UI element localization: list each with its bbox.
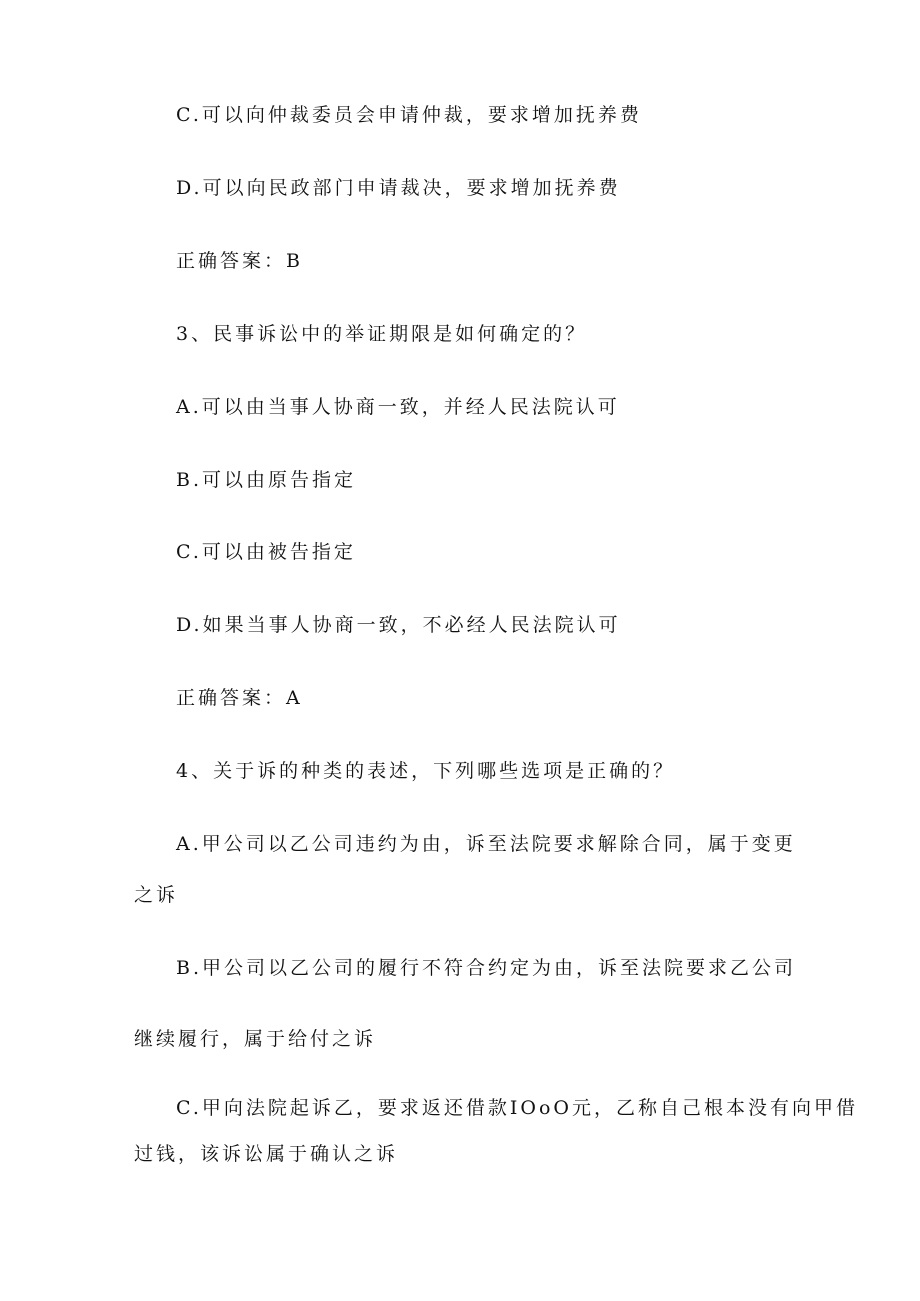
option-c-q4-continued: 过钱，该诉讼属于确认之诉 — [134, 1143, 399, 1165]
option-b-q4: B.甲公司以乙公司的履行不符合约定为由，诉至法院要求乙公司 — [176, 957, 797, 979]
option-c-q3: C.可以由被告指定 — [176, 541, 356, 563]
question-3: 3、民事诉讼中的举证期限是如何确定的？ — [176, 323, 588, 345]
option-a-q4-continued: 之诉 — [134, 884, 179, 906]
answer-q2: 正确答案：B — [176, 250, 303, 272]
option-c-q2: C.可以向仲裁委员会申请仲裁，要求增加抚养费 — [176, 104, 642, 126]
answer-q3: 正确答案：A — [176, 687, 303, 709]
option-b-q4-continued: 继续履行，属于给付之诉 — [134, 1028, 377, 1050]
option-d-q3: D.如果当事人协商一致，不必经人民法院认可 — [176, 614, 621, 636]
option-d-q2: D.可以向民政部门申请裁决，要求增加抚养费 — [176, 177, 621, 199]
option-a-q3: A.可以由当事人协商一致，并经人民法院认可 — [176, 396, 620, 418]
option-c-q4: C.甲向法院起诉乙，要求返还借款IOoO元，乙称自己根本没有向甲借 — [176, 1097, 858, 1119]
option-b-q3: B.可以由原告指定 — [176, 469, 357, 491]
question-4: 4、关于诉的种类的表述，下列哪些选项是正确的？ — [176, 760, 676, 782]
option-a-q4: A.甲公司以乙公司违约为由，诉至法院要求解除合同，属于变更 — [176, 833, 796, 855]
